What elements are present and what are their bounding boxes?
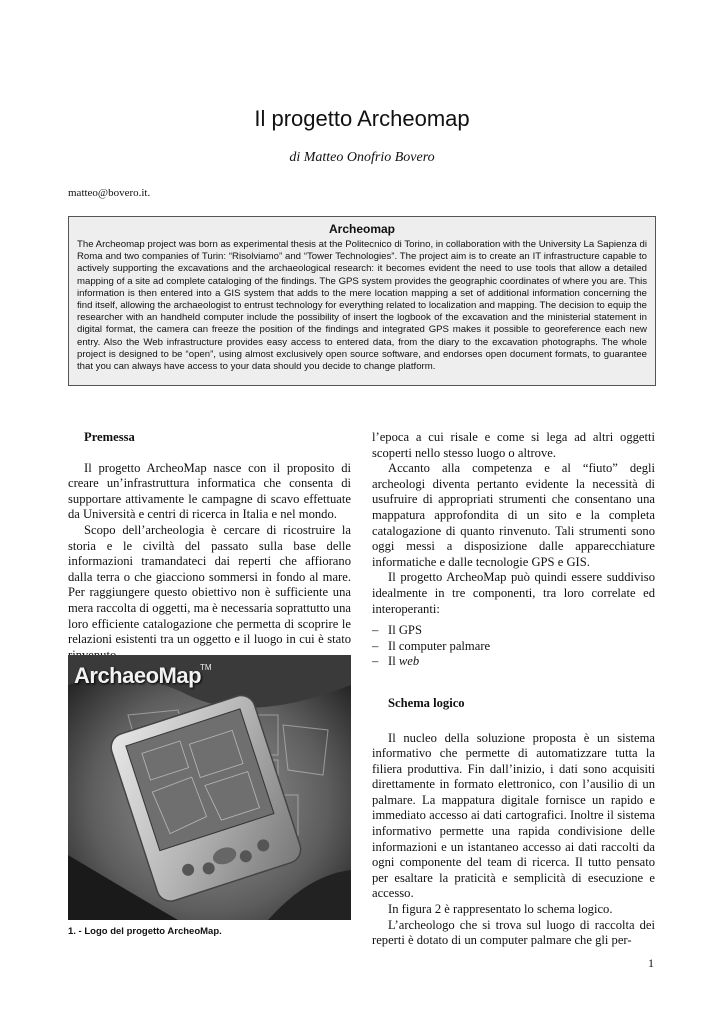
section-heading-schema-logico: Schema logico	[388, 695, 465, 710]
list-item: – Il computer palmare	[372, 639, 655, 655]
list-item: – Il GPS	[372, 623, 655, 639]
abstract-body: The Archeomap project was born as experimental thesis at the Politecnico di Torino, in collaboration with the University La Sapienza di Roma and two companies of Turin: “Risolviamo” and “Tower Technologies”. The project aim is to create an IT infrastructure capable to actively supporting the excavations and the archaeological research: it becomes evident the need to use tools that allow a detailed mapping of a site ad complete cataloging of the findings. The GPS system provides the geographic coordinates of where you are. This information is then entered into a GIS system that adds to the mere location mapping a set of additional information concerning the find itself, allowing the archaeologist to entrust technology for everything related to localization and mapping. The decision to equip the researcher with an handheld computer include the possibility of insert the logbook of the excavation and the ministerial statement in digital format, the camera can freeze the position of the findings and integrated GPS makes it possible to georeference each new entry. Also the Web infrastructure provides easy access to entered data, from the diary to the excavation photographs. The whole project is designed to be “open”, using almost exclusively open source software, and endorses open document formats, to guarantee that you can always have access to your data should you decide to change platform.	[77, 239, 647, 373]
figure-caption: 1. - Logo del progetto ArcheoMap.	[68, 926, 222, 937]
paragraph: l’epoca a cui risale e come si lega ad altri oggetti scoperti nello stesso luogo o altrove.	[372, 430, 655, 460]
list-item-emphasis: web	[398, 654, 420, 669]
left-column	[68, 430, 351, 663]
author-email[interactable]: matteo@bovero.it.	[68, 187, 151, 199]
paragraph: Accanto alla competenza e al “fiuto” degli archeologi diventa pertanto evidente la necessità di usufruire di appropriati strumenti che consentano una mappatura approfondita di un sito e la completa catalogazione di quanto rinvenuto. Tali strumenti sono oggi messi a disposizione dalle apparecchiature informatiche e dalle tecnologie GPS e GIS.	[372, 461, 655, 569]
paragraph: In figura 2 è rappresentato lo schema logico.	[388, 902, 613, 917]
paragraph: Scopo dell’archeologia è cercare di ricostruire la storia e le civiltà del passato sulla base delle informazioni tramandateci dai reperti che affiorano dalla terra o che giacciono sommersi in fondo al mare. Per raggiungere questo obiettivo non è sufficiente una mera raccolta di oggetti, ma è necessaria soprattutto una loro efficiente catalogazione che permetta di scoprire le relazioni esistenti tra un oggetto e il luogo in cui è stato	[68, 522, 351, 647]
list-item	[372, 654, 655, 670]
abstract-box	[68, 216, 656, 386]
paragraph: Il progetto ArcheoMap nasce con il proposito di creare un’infrastruttura informatica che consenta di supportare attivamente le campagne di scavo effettuate da Università e centri di ricerca in Italia e nel mondo.	[68, 460, 351, 522]
paper-title: Il progetto Archeomap	[254, 106, 470, 131]
right-column	[372, 430, 655, 949]
component-list	[372, 623, 655, 670]
aerial-photo-image	[68, 655, 351, 920]
paragraph: L’archeologo che si trova sul luogo di raccolta dei reperti è dotato di un computer palmare che gli per-	[372, 917, 655, 948]
archeomap-logo-figure	[68, 655, 351, 920]
paragraph: Il progetto ArcheoMap può quindi essere suddiviso idealmente in tre componenti, tra loro correlate ed interoperanti:	[372, 570, 655, 616]
section-heading-premessa: Premessa	[84, 430, 135, 444]
paragraph: Il nucleo della soluzione proposta è un sistema informativo che permette di automatizzare tutta la filiera produttiva. Fin dall’inizio, i dati sono acquisiti direttamente in formato elettronico, con l’ausilio di un palmare. La mappatura digitale fornisce un rapido e immediato accesso ai dati cartografici. Inoltre il sistema informativo permette una rapida condivisione delle informazioni e un istantaneo accesso ai dati raccolti da ogni componente del team di ricerca. Il tutto pensato per esaltare la praticità e semplicità di esecuzione e accesso.	[372, 730, 655, 901]
page-number: 1	[648, 956, 654, 970]
logo-wordmark: ArchaeoMap	[74, 663, 202, 688]
author-line: di Matteo Onofrio Bovero	[289, 150, 435, 165]
trademark-mark: TM	[200, 663, 212, 672]
list-item-text: Il	[388, 654, 399, 669]
abstract-title: Archeomap	[328, 222, 396, 236]
